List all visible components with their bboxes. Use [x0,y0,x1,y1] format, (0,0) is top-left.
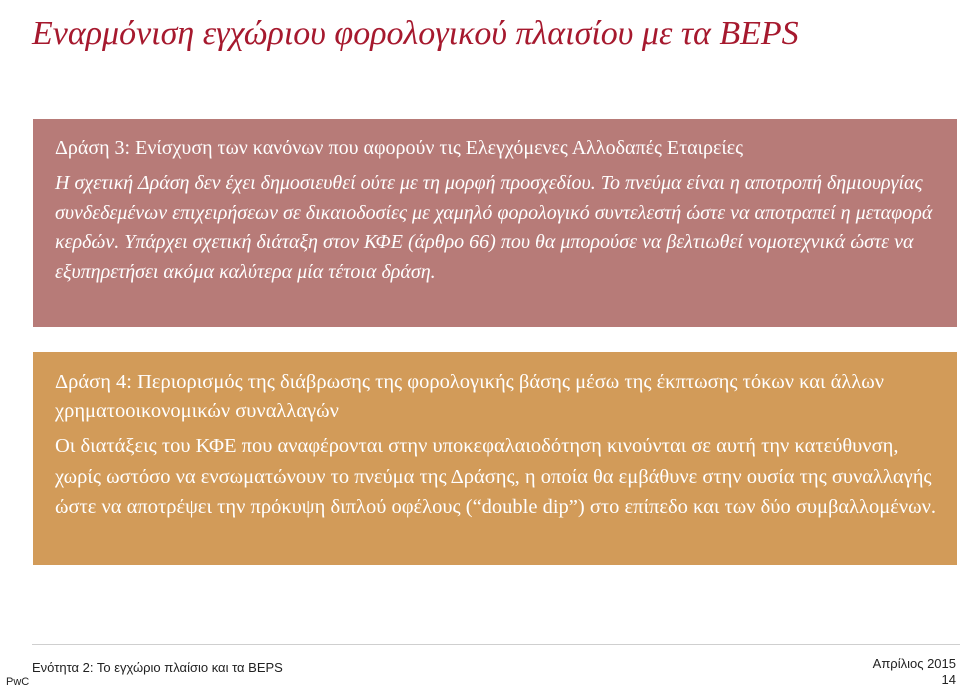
action-3-box [33,119,957,327]
action-3-body: Η σχετική Δράση δεν έχει δημοσιευθεί ούτε με τη μορφή προσχεδίου. Το πνεύμα είναι η αποτροπή δημιουργίας συνδεδεμένων επιχειρήσεων σε δικαιοδοσίες με χαμηλό φορολογικό συντελεστή ώστε να αποτραπεί η μεταφορά κερδών. Υπάρχει σχετική διάταξη στον ΚΦΕ (άρθρο 66) που θα μπορούσε να βελτιωθεί νομοτεχνικά ώστε να εξυπηρετήσει ακόμα καλύτερα μία τέτοια δράση. [55,172,933,283]
footer-divider [32,644,960,645]
action-3-heading: Δράση 3: Ενίσχυση των κανόνων που αφορούν τις Ελεγχόμενες Αλλοδαπές Εταιρείες [55,137,744,159]
action-4-body: Οι διατάξεις του ΚΦΕ που αναφέρονται στην υποκεφαλαιοδότηση κινούνται σε αυτή την κατεύθυνση, χωρίς ωστόσο να ενσωματώνουν το πνεύμα της Δράσης, η οποία θα εμβάθυνε στην ουσία της συναλλαγής ώστε να αποτρέψει την πρόκυψη διπλού οφέλους (“double dip”) στο επίπεδο και των δύο συμβαλλομένων. [55,435,937,518]
footer-date: Απρίλιος 2015 [872,656,956,671]
action-4-box [33,352,957,565]
page-number: 14 [941,672,956,687]
footer-brand: PwC [6,676,30,688]
slide-title: Εναρμόνιση εγχώριου φορολογικού πλαισίου με τα BEPS [32,15,799,52]
action-4-heading: Δράση 4: Περιορισμός της διάβρωσης της φορολογικής βάσης μέσω της έκπτωσης τόκων και άλλων χρηματοοικονομικών συναλλαγών [55,371,885,422]
footer-section-label: Ενότητα 2: Το εγχώριο πλαίσιο και τα BEPS [32,660,283,675]
